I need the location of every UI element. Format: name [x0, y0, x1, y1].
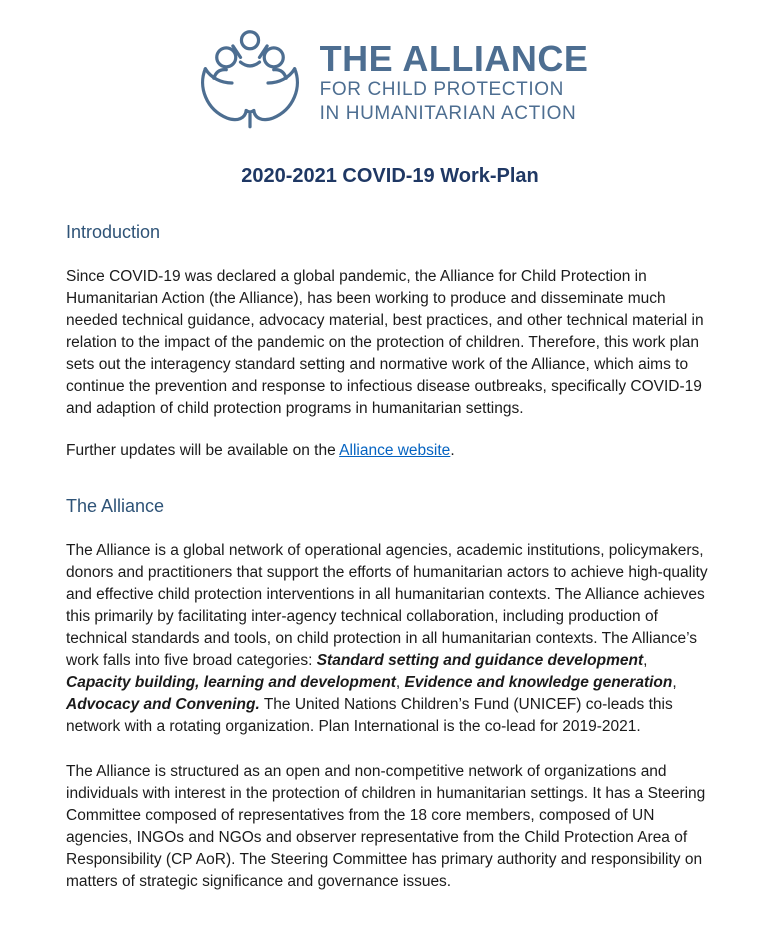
text-segment: Standard setting and guidance development — [316, 652, 644, 669]
introduction-paragraph: Since COVID-19 was declared a global pandemic, the Alliance for Child Protection in Humanitarian Action (the Alliance), has been working to produce and disseminate much needed technical guidance, advocacy material, best practices, and other technical material in relation to the impact of the pandemic on the protection of children. Therefore, this work plan sets out the interagency standard setting and normative work of the Alliance, which aims to continue the prevention and response to infectious disease outbreaks, specifically COVID-19 and adaption of child protection programs in humanitarian settings. — [66, 268, 704, 417]
org-tagline-line1: FOR CHILD PROTECTION — [319, 79, 564, 101]
text-segment: Advocacy and Convening. — [66, 696, 260, 713]
document-title: 2020-2021 COVID-19 Work-Plan — [241, 165, 539, 187]
alliance-structure-paragraph: The Alliance is structured as an open and non-competitive network of organizations and individuals with interest in the protection of children in humanitarian settings. It has a Steering Committee composed of representatives from the 18 core members, composed of UN agencies, INGOs and NGOs and observer representative from the Child Protection Area of Responsibility (CP AoR). The Steering Committee has primary authority and responsibility on matters of strategic significance and governance issues. — [66, 763, 706, 890]
org-logo — [0, 0, 780, 140]
text-segment: The United Nations Children’s Fund (UNICEF) co-leads this network with a rotating organization. Plan International is the co-lead for 2019-2021. — [66, 696, 673, 735]
document-body — [66, 222, 714, 893]
text-segment: , — [395, 674, 405, 691]
text-segment: Evidence and knowledge generation — [404, 674, 673, 691]
updates-line — [66, 440, 714, 462]
text-segment: , — [672, 674, 677, 691]
org-tagline-line2: IN HUMANITARIAN ACTION — [319, 103, 577, 125]
logo-wordmark — [319, 37, 589, 126]
org-name: THE ALLIANCE — [319, 37, 589, 79]
text-segment: The Alliance is a global network of operational agencies, academic institutions, policymakers, donors and practitioners that support the efforts of humanitarian actors to achieve high-quality and effective child protection interventions in all humanitarian contexts. The Alliance achieves this primarily by facilitating inter-agency technical collaboration, including production of technical standards and tools, on child protection in all humanitarian contexts. The Alliance’s work falls into five broad categories: — [66, 542, 708, 669]
text-segment: Capacity building, learning and development — [66, 674, 396, 691]
text-segment: , — [643, 652, 648, 669]
updates-prefix: Further updates will be available on the — [66, 442, 340, 459]
section-heading-the-alliance: The Alliance — [66, 496, 165, 516]
alliance-website-link[interactable]: Alliance website — [339, 442, 451, 459]
alliance-overview-paragraph — [66, 540, 714, 738]
hands-cradling-children-icon — [192, 26, 308, 140]
section-heading-introduction: Introduction — [66, 222, 161, 242]
updates-suffix: . — [450, 442, 455, 459]
